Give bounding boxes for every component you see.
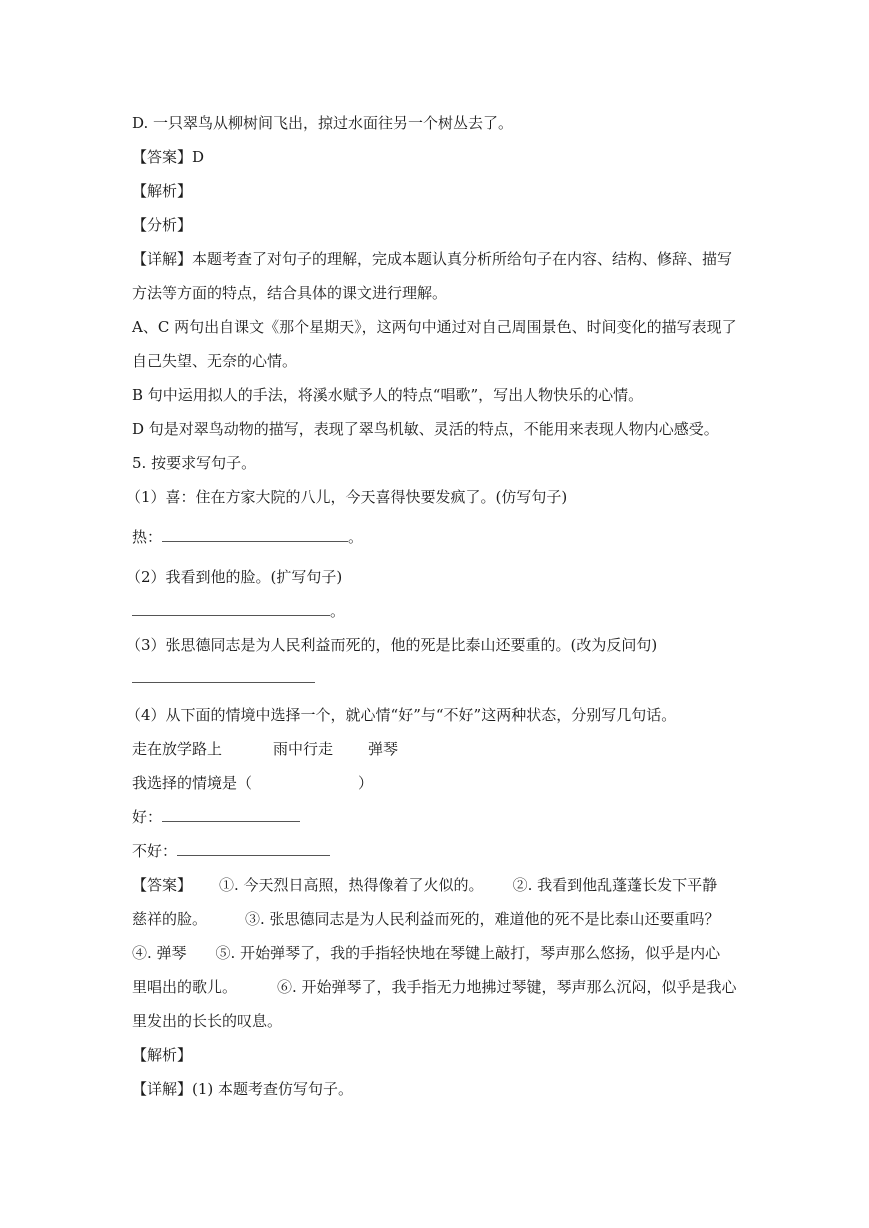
good-mood-line <box>132 807 300 827</box>
question-5-title: 5. 按要求写句子。 <box>132 454 257 472</box>
answer-blank-1[interactable] <box>162 527 348 542</box>
option-d-text: D. 一只翠鸟从柳树间飞出，掠过水面往另一个树丛去了。 <box>132 114 514 132</box>
answer-line-4 <box>132 977 737 997</box>
scenario-options <box>132 739 398 759</box>
detail-line-5: B 句中运用拟人的手法，将溪水赋予人的特点“唱歌”，写出人物快乐的心情。 <box>132 386 644 404</box>
sub-question-2: （2）我看到他的脸。(扩写句子) <box>126 568 343 586</box>
answer-label-2: 【答案】 <box>132 876 193 894</box>
answer-item-5-end: 里唱出的歌儿。 <box>132 978 238 996</box>
answer-blank-1-line <box>132 527 363 547</box>
detail-line-4: 自己失望、无奈的心情。 <box>132 352 298 370</box>
answer-item-6-start: ⑥. 开始弹琴了，我手指无力地拂过琴键，琴声那么沉闷，似乎是我心 <box>277 978 737 996</box>
blank-1-prefix: 热： <box>132 528 163 546</box>
detail-line-6: D 句是对翠鸟动物的描写，表现了翠鸟机敏、灵活的特点，不能用来表现人物内心感受。 <box>132 420 719 438</box>
analysis-label-2: 【解析】 <box>132 1046 193 1064</box>
answer-label: 【答案】D <box>132 148 205 166</box>
scenario-option-3: 弹琴 <box>368 740 399 758</box>
answer-item-4: ④. 弹琴 <box>132 944 187 962</box>
detail-line-3: A、C 两句出自课文《那个星期天》，这两句中通过对自己周围景色、时间变化的描写表现了 <box>132 318 737 336</box>
answer-item-2-end: 慈祥的脸。 <box>132 910 208 928</box>
answer-item-5-start: ⑤. 开始弹琴了，我的手指轻快地在琴键上敲打，琴声那么悠扬，似乎是内心 <box>215 944 721 962</box>
bad-mood-prefix: 不好： <box>132 842 178 860</box>
bad-mood-blank[interactable] <box>177 841 330 856</box>
detail-label-2: 【详解】(1) 本题考查仿写句子。 <box>132 1080 354 1098</box>
answer-line-5: 里发出的长长的叹息。 <box>132 1012 283 1030</box>
scenario-option-1: 走在放学路上 <box>132 740 223 758</box>
answer-item-3: ③. 张思德同志是为人民利益而死的，难道他的死不是比泰山还要重吗？ <box>245 910 720 928</box>
answer-blank-3-line <box>132 668 315 688</box>
answer-line-1 <box>132 875 717 895</box>
answer-blank-2[interactable] <box>132 601 330 616</box>
sub-question-4: （4）从下面的情境中选择一个，就心情“好”与“不好”这两种状态，分别写几句话。 <box>126 706 677 724</box>
detail-line-2: 方法等方面的特点，结合具体的课文进行理解。 <box>132 284 448 302</box>
scenario-option-2: 雨中行走 <box>273 740 334 758</box>
blank-1-suffix: 。 <box>348 528 364 546</box>
answer-blank-2-line <box>132 601 345 621</box>
detail-line-1: 【详解】本题考查了对句子的理解，完成本题认真分析所给句子在内容、结构、修辞、描写 <box>132 250 733 268</box>
analysis-label: 【解析】 <box>132 182 193 200</box>
chosen-scenario-suffix: ） <box>358 774 374 792</box>
good-mood-prefix: 好： <box>132 808 163 826</box>
sub-question-1: （1）喜：住在方家大院的八儿，今天喜得快要发疯了。(仿写句子) <box>126 488 568 506</box>
answer-line-2 <box>132 909 720 929</box>
answer-line-3 <box>132 943 720 963</box>
answer-blank-3[interactable] <box>132 668 315 683</box>
chosen-scenario-prefix: 我选择的情境是（ <box>132 774 253 792</box>
blank-2-suffix: 。 <box>330 602 346 620</box>
bad-mood-line <box>132 841 330 861</box>
fenxi-label: 【分析】 <box>132 216 193 234</box>
answer-item-2-start: ②. 我看到他乱蓬蓬长发下平静 <box>512 876 718 894</box>
good-mood-blank[interactable] <box>162 807 300 822</box>
sub-question-3: （3）张思德同志是为人民利益而死的，他的死是比泰山还要重的。(改为反问句) <box>126 636 658 654</box>
answer-item-1: ①. 今天烈日高照，热得像着了火似的。 <box>219 876 484 894</box>
chosen-scenario-line <box>132 773 373 793</box>
